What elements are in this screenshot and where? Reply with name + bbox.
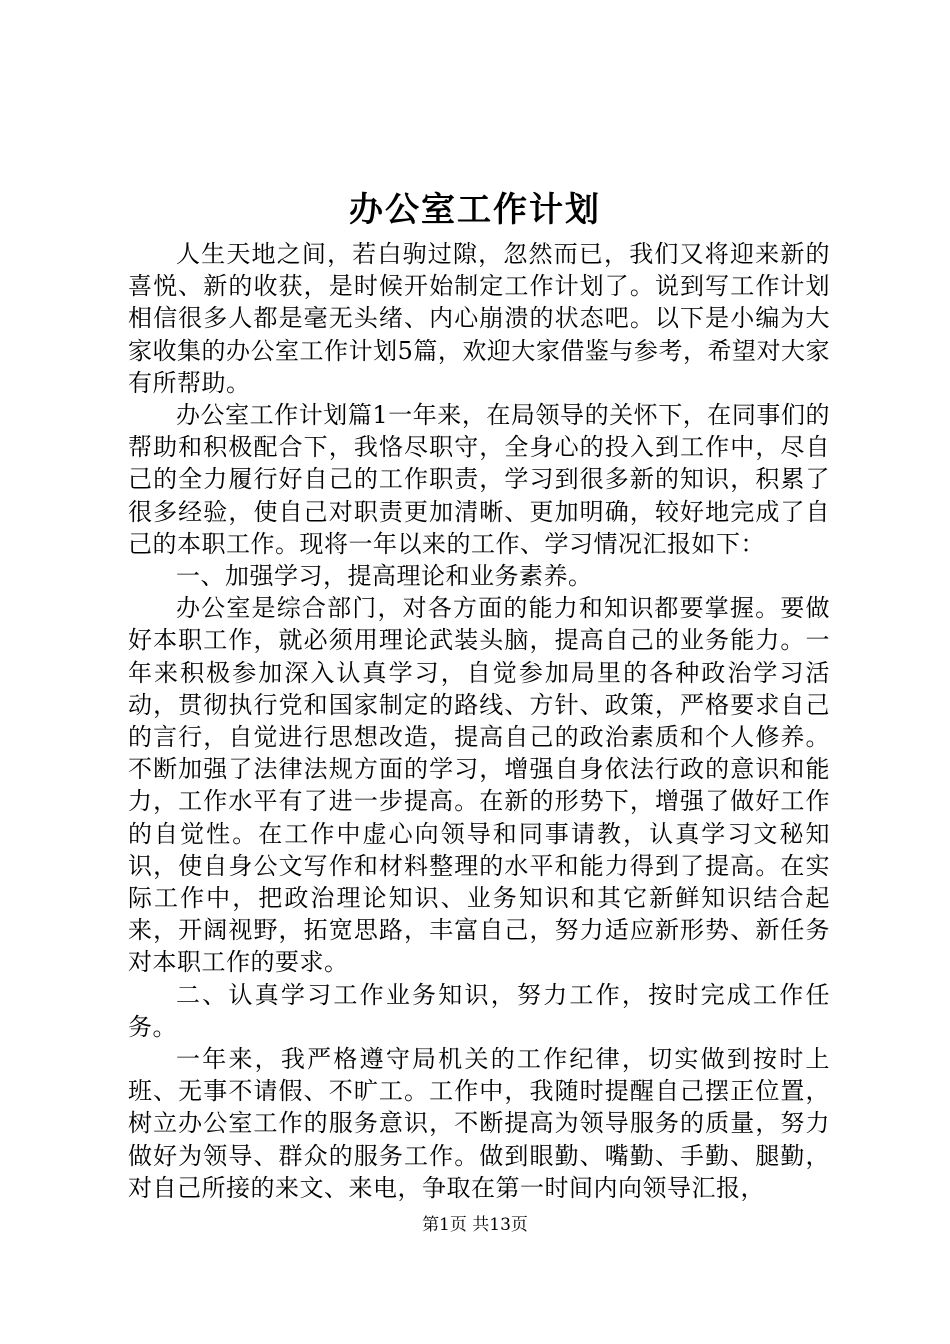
paragraph-plan-1: 办公室工作计划篇1一年来，在局领导的关怀下，在同事们的帮助和积极配合下，我恪尽职守，全身心的投入到工作中，尽自己的全力履行好自己的工作职责，学习到很多新的知识，积累了很多经验，使自己对职责更加清晰、更加明确，较好地完成了自己的本职工作。现将一年以来的工作、学习情况汇报如下： [128, 401, 830, 558]
section-heading-2: 二、认真学习工作业务知识，努力工作，按时完成工作任务。 [128, 980, 830, 1041]
document-title: 办公室工作计划 [349, 190, 601, 230]
document-body [128, 238, 830, 1204]
page-number-footer: 第1页 共13页 [422, 1215, 528, 1235]
paragraph-study: 办公室是综合部门，对各方面的能力和知识都要掌握。要做好本职工作，就必须用理论武装头脑，提高自己的业务能力。一年来积极参加深入认真学习，自觉参加局里的各种政治学习活动，贯彻执行党和国家制定的路线、方针、政策，严格要求自己的言行，自觉进行思想改造，提高自己的政治素质和个人修养。不断加强了法律法规方面的学习，增强自身依法行政的意识和能力，工作水平有了进一步提高。在新的形势下，增强了做好工作的自觉性。在工作中虚心向领导和同事请教，认真学习文秘知识，使自身公文写作和材料整理的水平和能力得到了提高。在实际工作中，把政治理论知识、业务知识和其它新鲜知识结合起来，开阔视野，拓宽思路，丰富自己，努力适应新形势、新任务对本职工作的要求。 [128, 594, 830, 977]
paragraph-intro: 人生天地之间，若白驹过隙，忽然而已，我们又将迎来新的喜悦、新的收获，是时候开始制定工作计划了。说到写工作计划相信很多人都是毫无头绪、内心崩溃的状态吧。以下是小编为大家收集的办公室工作计划5篇，欢迎大家借鉴与参考，希望对大家有所帮助。 [128, 240, 830, 397]
paragraph-work: 一年来，我严格遵守局机关的工作纪律，切实做到按时上班、无事不请假、不旷工。工作中，我随时提醒自己摆正位置，树立办公室工作的服务意识，不断提高为领导服务的质量，努力做好为领导、群众的服务工作。做到眼勤、嘴勤、手勤、腿勤，对自己所接的来文、来电，争取在第一时间内向领导汇报， [128, 1045, 830, 1202]
section-heading-1: 一、加强学习，提高理论和业务素养。 [176, 562, 593, 591]
